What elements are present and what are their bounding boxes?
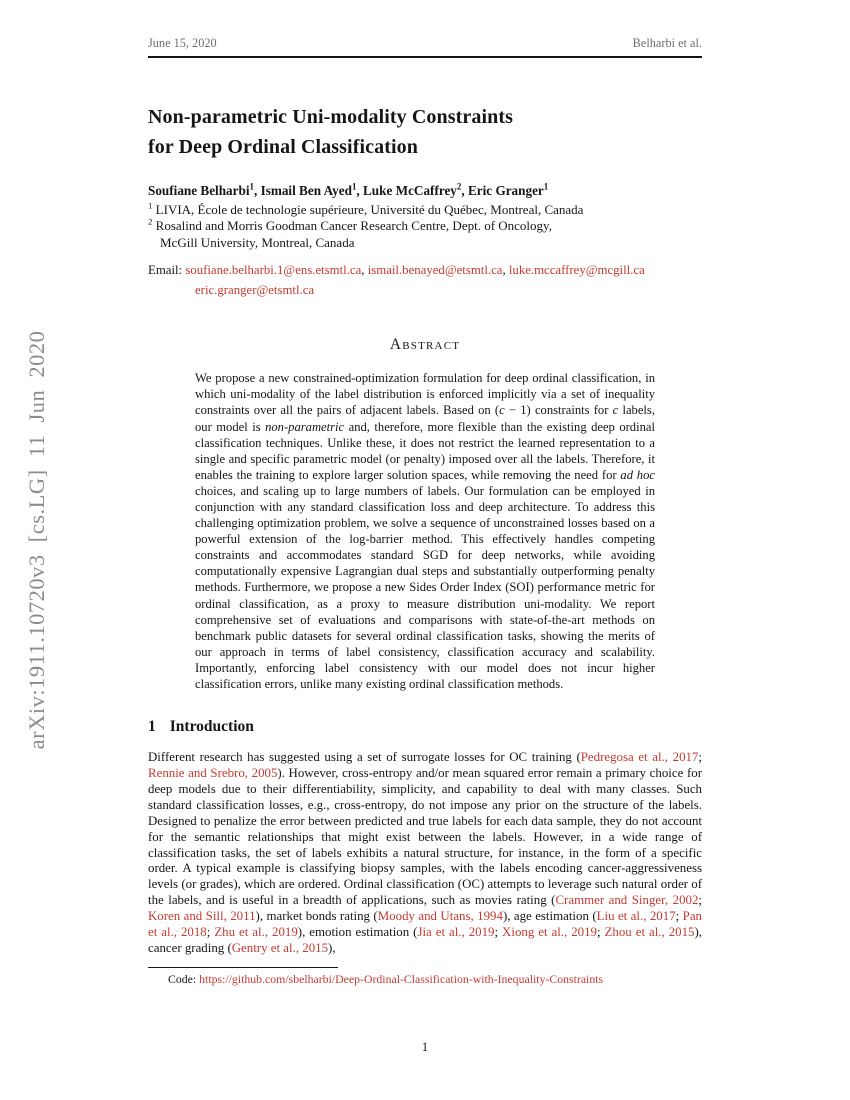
text-segment: ), [328,940,336,955]
affiliation-line-2 [148,218,702,234]
email-line-2 [148,280,702,300]
text-segment: McGill University, Montreal, Canada [160,234,355,250]
section-title: Introduction [169,718,254,736]
link[interactable]: https://github.com/sbelharbi/Deep-Ordinal-Classification-with-Inequality-Constraints [199,971,604,986]
text-segment: ), cancer grading ( [148,925,702,955]
text-segment: Luke McCaffrey [363,183,457,198]
text-segment: ), market bonds rating ( [255,909,378,924]
link[interactable]: Liu et al., 2017 [596,909,676,924]
text-segment: Rosalind and Morris Goodman Cancer Research Centre, Dept. of Oncology, [152,218,552,234]
text-segment: 1 [249,181,254,192]
paper-title [148,102,702,162]
link[interactable]: Gentry et al., 2015 [231,940,329,955]
link[interactable]: Zhu et al., 2019 [214,925,298,940]
link[interactable]: Koren and Sill, 2011 [148,909,256,924]
text-segment: ; [698,893,702,908]
link[interactable]: Zhou et al., 2015 [604,925,695,940]
link[interactable]: Pan et al., 2018 [148,909,702,940]
footnote-rule [148,967,338,968]
paper-title-line2: for Deep Ordinal Classification [148,136,418,158]
section-number: 1 [148,718,156,736]
email-line-1 [148,260,702,280]
text-segment: , [502,263,509,278]
text-segment: c [499,403,505,418]
link[interactable]: Moody and Utans, 1994 [377,909,503,924]
text-segment: ad hoc [620,467,655,482]
text-segment: ). However, cross-entropy and/or mean squared error remain a primary choice for deep models due to their differentiability, simplicity, and capability to deal with many classes. Such standard classification losses, e.g., cross-entropy, do not impose any prior on the structure of the labels. Designed to penalize the error between predicted and true labels for each data sample, they do not account for the semantic relationships that might exist between the labels. However, in a wide range of classification tasks, the set of labels exhibits a natural structure, for instance, in the form of a specific order. A typical example is classifying biopsy samples, with the labels encoding cancer-aggressiveness levels (or grades), which are ordered. Ordinal classification (OC) attempts to leverage such natural order of the labels, and is useful in a breadth of applications, such as movies rating ( [148,766,702,908]
text-segment: 2 [456,181,462,192]
text-segment: Email: [148,263,186,278]
link[interactable]: Jia et al., 2019 [417,925,495,940]
abstract-heading: Abstract [389,336,461,354]
affiliations [148,202,702,251]
text-segment: LIVIA, École de technologie supérieure, Université du Québec, Montreal, Canada [152,202,584,217]
text-segment: 1 [543,181,549,192]
author-line [148,183,702,199]
text-segment: choices, and scaling up to large numbers of labels. Our formulation can be employed in conjunction with any standard classification loss and deep architecture. To address this challenging optimization problem, we solve a sequence of unconstrained losses based on a powerful extension of the log-barrier method. This effectively handles competing constraints and accommodates standard SGD for deep networks, while avoiding computationally expensive Lagrangian dual steps and substantially outperforming penalty methods. Furthermore, we propose a new Sides Order Index (SOI) performance metric for ordinal classification, as a proxy to measure distribution uni-modality. We report comprehensive set of evaluations and comparisons with state-of-the-art methods on benchmark public datasets for several ordinal classification tasks, showing the merits of our approach in terms of label consistency, classification accuracy and scalability. Importantly, enforcing label consistency with our model does not incur higher classification errors, unlike many existing ordinal classification methods. [195,483,655,691]
link[interactable]: eric.granger@etsmtl.ca [195,283,315,298]
email-block [148,260,702,300]
link[interactable]: ismail.benayed@etsmtl.ca [367,263,503,278]
text-segment: − 1) constraints for [504,403,613,418]
text-segment: , [253,183,261,198]
text-segment: Ismail Ben Ayed [260,183,352,198]
link[interactable]: Crammer and Singer, 2002 [555,893,699,908]
text-segment: ; [597,925,605,940]
link[interactable]: luke.mccaffrey@mcgill.ca [508,263,645,278]
arxiv-watermark: arXiv:1911.10720v3 [cs.LG] 11 Jun 2020 [24,330,49,750]
link[interactable]: Rennie and Srebro, 2005 [148,766,278,780]
affiliation-line-3 [148,235,702,251]
footnote-text [148,972,702,987]
text-segment: Different research has suggested using a set of surrogate losses for OC training ( [148,750,581,765]
text-segment: 1 [148,200,153,211]
text-segment: 2 [148,217,153,228]
text-segment: c [612,403,619,418]
header-running-author: Belharbi et al. [632,36,702,50]
link[interactable]: Pedregosa et al., 2017 [580,750,699,765]
paper-content [148,36,702,987]
text-segment: Eric Granger [467,183,544,198]
text-segment: ; [206,925,215,940]
text-segment: , [356,183,364,198]
header-date: June 15, 2020 [148,36,217,50]
text-segment: ; [494,925,503,940]
link[interactable]: Xiong et al., 2019 [502,925,597,940]
introduction-paragraph [148,750,702,957]
text-segment: ; [698,750,702,765]
abstract-body [195,370,655,692]
text-segment: We propose a new constrained-optimization formulation for deep ordinal classification, in which uni-modality of the label distribution is enforced implicitly via a set of inequality constraints over all the pairs of adjacent labels. Based on ( [195,371,655,418]
text-segment: ; [675,909,683,924]
paper-title-line1: Non-parametric Uni-modality Constraints [148,106,513,128]
text-segment: , [461,183,468,198]
text-segment: non-parametric [265,419,345,434]
page-header [148,36,702,58]
section-heading-introduction [148,718,702,736]
page-number: 1 [421,1040,429,1054]
text-segment: ), emotion estimation ( [297,925,418,940]
text-segment: , [361,263,368,278]
footnote [148,967,702,987]
text-segment: 1 [351,181,357,192]
text-segment: and, therefore, more flexible than the existing deep ordinal classification techniques. Unlike these, it does not restrict the learned representation to a single and specific parametric model (or penalty) imposed over all the labels. Therefore, it enables the training to explore larger solution spaces, while removing the need for [195,419,655,482]
text-segment: Soufiane Belharbi [148,183,250,198]
text-segment: labels, our model is [195,403,655,434]
link[interactable]: soufiane.belharbi.1@ens.etsmtl.ca [185,263,362,278]
text-segment: Code: [168,971,200,986]
text-segment: ), age estimation ( [502,909,597,924]
affiliation-line-1 [148,202,702,218]
